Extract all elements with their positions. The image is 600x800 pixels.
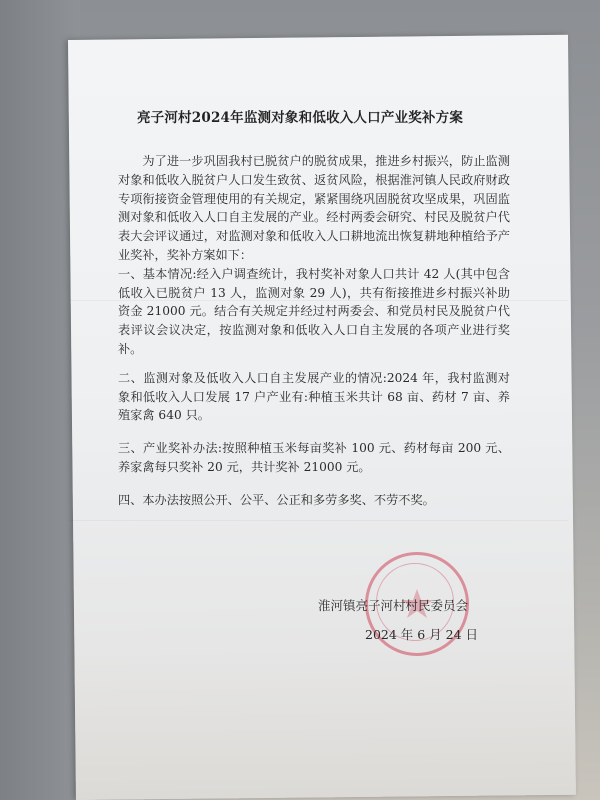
signature-committee: 淮河镇亮子河村村民委员会 bbox=[318, 598, 469, 613]
signature-date: 2024 年 6 月 24 日 bbox=[365, 627, 479, 642]
section-principle: 四、本办法按照公开、公平、公正和多劳多奖、不劳不奖。 bbox=[118, 492, 435, 507]
section-subsidy-method: 三、产业奖补办法:按照种植玉米每亩奖补 100 元、药材每亩 200 元、养家禽每只奖补 20 元，共计奖补 21000 元。 bbox=[118, 441, 510, 474]
intro-paragraph: 为了进一步巩固我村已脱贫户的脱贫成果，推进乡村振兴，防止监测对象和低收入脱贫户人口发生致贫、返贫风险，根据淮河镇人民政府财政专项衔接资金管理使用的有关规定，紧紧围绕巩固脱贫攻坚成果，巩固监测对象和低收入人口自主发展的产业。经村两委会研究、村民及脱贫户代表大会评议通过，对监测对象和低收入人口耕地流出恢复耕地种植给予产业奖补，奖补方案如下： bbox=[118, 154, 510, 262]
section-basic-info: 一、基本情况:经入户调查统计，我村奖补对象人口共计 42 人(其中包含低收入已脱贫户 13 人，监测对象 29 人)，共有衔接推进乡村振兴补助资金 21000 元。结合有关规定并经过村两委会、和党员村民及脱贫户代表评议会议决定，按监测对象和低收入人口自主发展的各项产业进行奖补。 bbox=[118, 266, 510, 356]
document-body bbox=[118, 152, 510, 524]
section-industry-status: 二、监测对象及低收入人口自主发展产业的情况:2024 年，我村监测对象和低收入人口发展 17 户产业有:种植玉米共计 68 亩、药材 7 亩、养殖家禽 640 只。 bbox=[118, 370, 510, 423]
document-title: 亮子河村2024年监测对象和低收入人口产业奖补方案 bbox=[136, 110, 464, 126]
